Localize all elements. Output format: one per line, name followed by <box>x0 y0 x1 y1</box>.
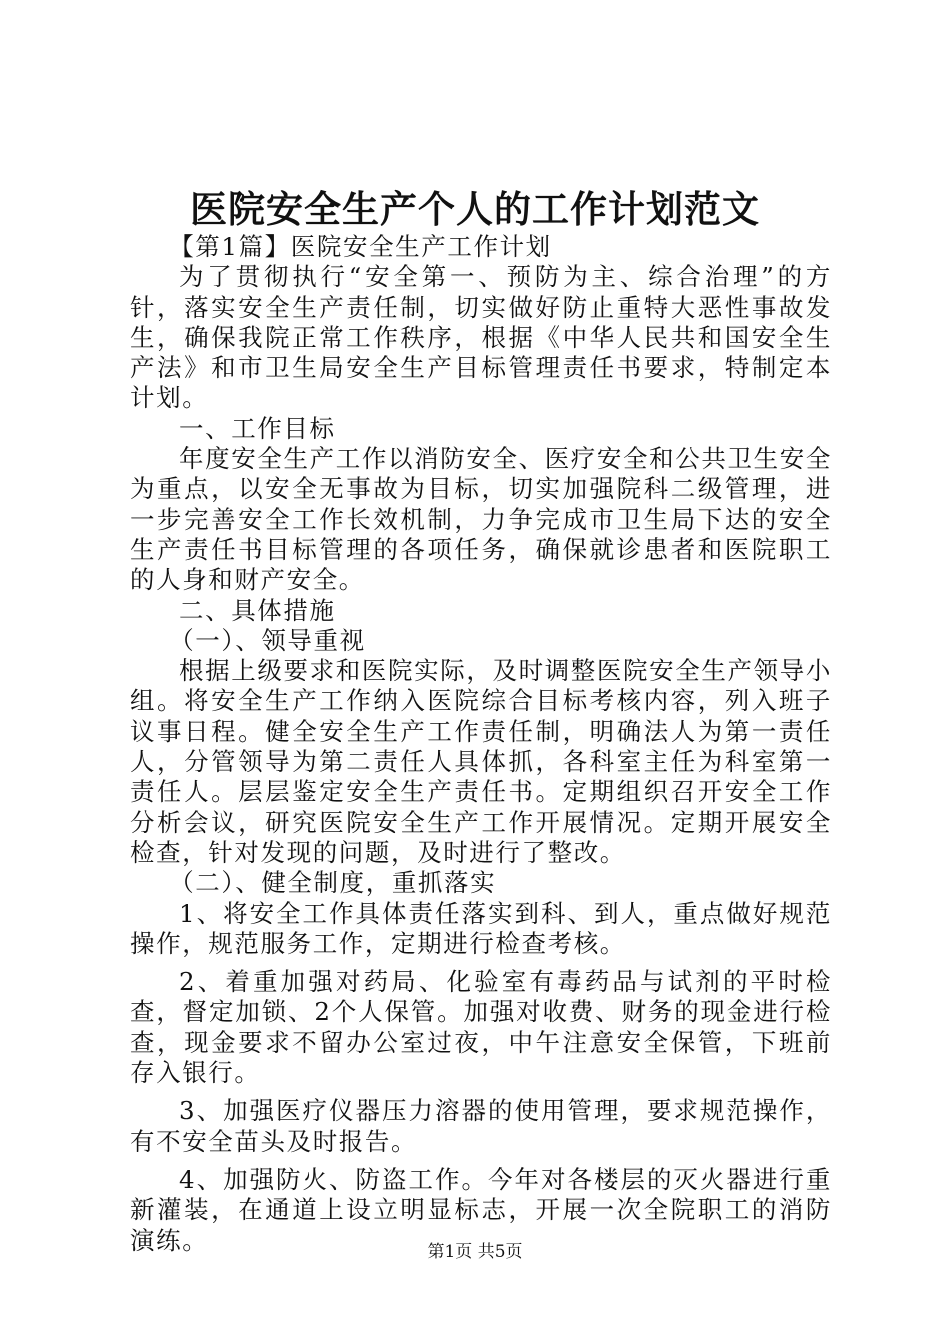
list-item: 1、将安全工作具体责任落实到科、到人，重点做好规范操作，规范服务工作，定期进行检查考核。 <box>130 898 832 958</box>
body-paragraph: 年度安全生产工作以消防安全、医疗安全和公共卫生安全为重点，以安全无事故为目标，切实加强院科二级管理，进一步完善安全工作长效机制，力争完成市卫生局下达的安全生产责任书目标管理的各项任务，确保就诊患者和医院职工的人身和财产安全。 <box>130 444 832 595</box>
body-paragraph: 根据上级要求和医院实际，及时调整医院安全生产领导小组。将安全生产工作纳入医院综合目标考核内容，列入班子议事日程。健全安全生产工作责任制，明确法人为第一责任人，分管领导为第二责任人具体抓，各科室主任为科室第一责任人。层层鉴定安全生产责任书。定期组织召开安全工作分析会议，研究医院安全生产工作开展情况。定期开展安全检查，针对发现的问题，及时进行了整改。 <box>130 656 832 867</box>
section-heading: 一、工作目标 <box>179 413 336 443</box>
section-heading: 二、具体措施 <box>179 595 336 625</box>
document-title: 医院安全生产个人的工作计划范文 <box>190 188 760 231</box>
list-item: 2、着重加强对药局、化验室有毒药品与试剂的平时检查，督定加锁、2个人保管。加强对收费、财务的现金进行检查，现金要求不留办公室过夜，中午注意安全保管，下班前存入银行。 <box>130 967 832 1088</box>
subsection-heading: （一）、领导重视 <box>169 625 366 655</box>
section-heading: 【第1篇】医院安全生产工作计划 <box>169 232 552 261</box>
list-item: 3、加强医疗仪器压力溶器的使用管理，要求规范操作，有不安全苗头及时报告。 <box>130 1096 832 1156</box>
body-paragraph: 为了贯彻执行“安全第一、预防为主、综合治理”的方针，落实安全生产责任制，切实做好防止重特大恶性事故发生，确保我院正常工作秩序，根据《中华人民共和国安全生产法》和市卫生局安全生产目标管理责任书要求，特制定本计划。 <box>130 262 832 413</box>
list-item: 4、加强防火、防盗工作。今年对各楼层的灭火器进行重新灌装，在通道上设立明显标志，开展一次全院职工的消防演练。 <box>130 1164 832 1255</box>
document-body <box>130 232 832 1256</box>
subsection-heading: （二）、健全制度，重抓落实 <box>169 868 497 898</box>
page-number: 第1页 共5页 <box>427 1242 523 1262</box>
